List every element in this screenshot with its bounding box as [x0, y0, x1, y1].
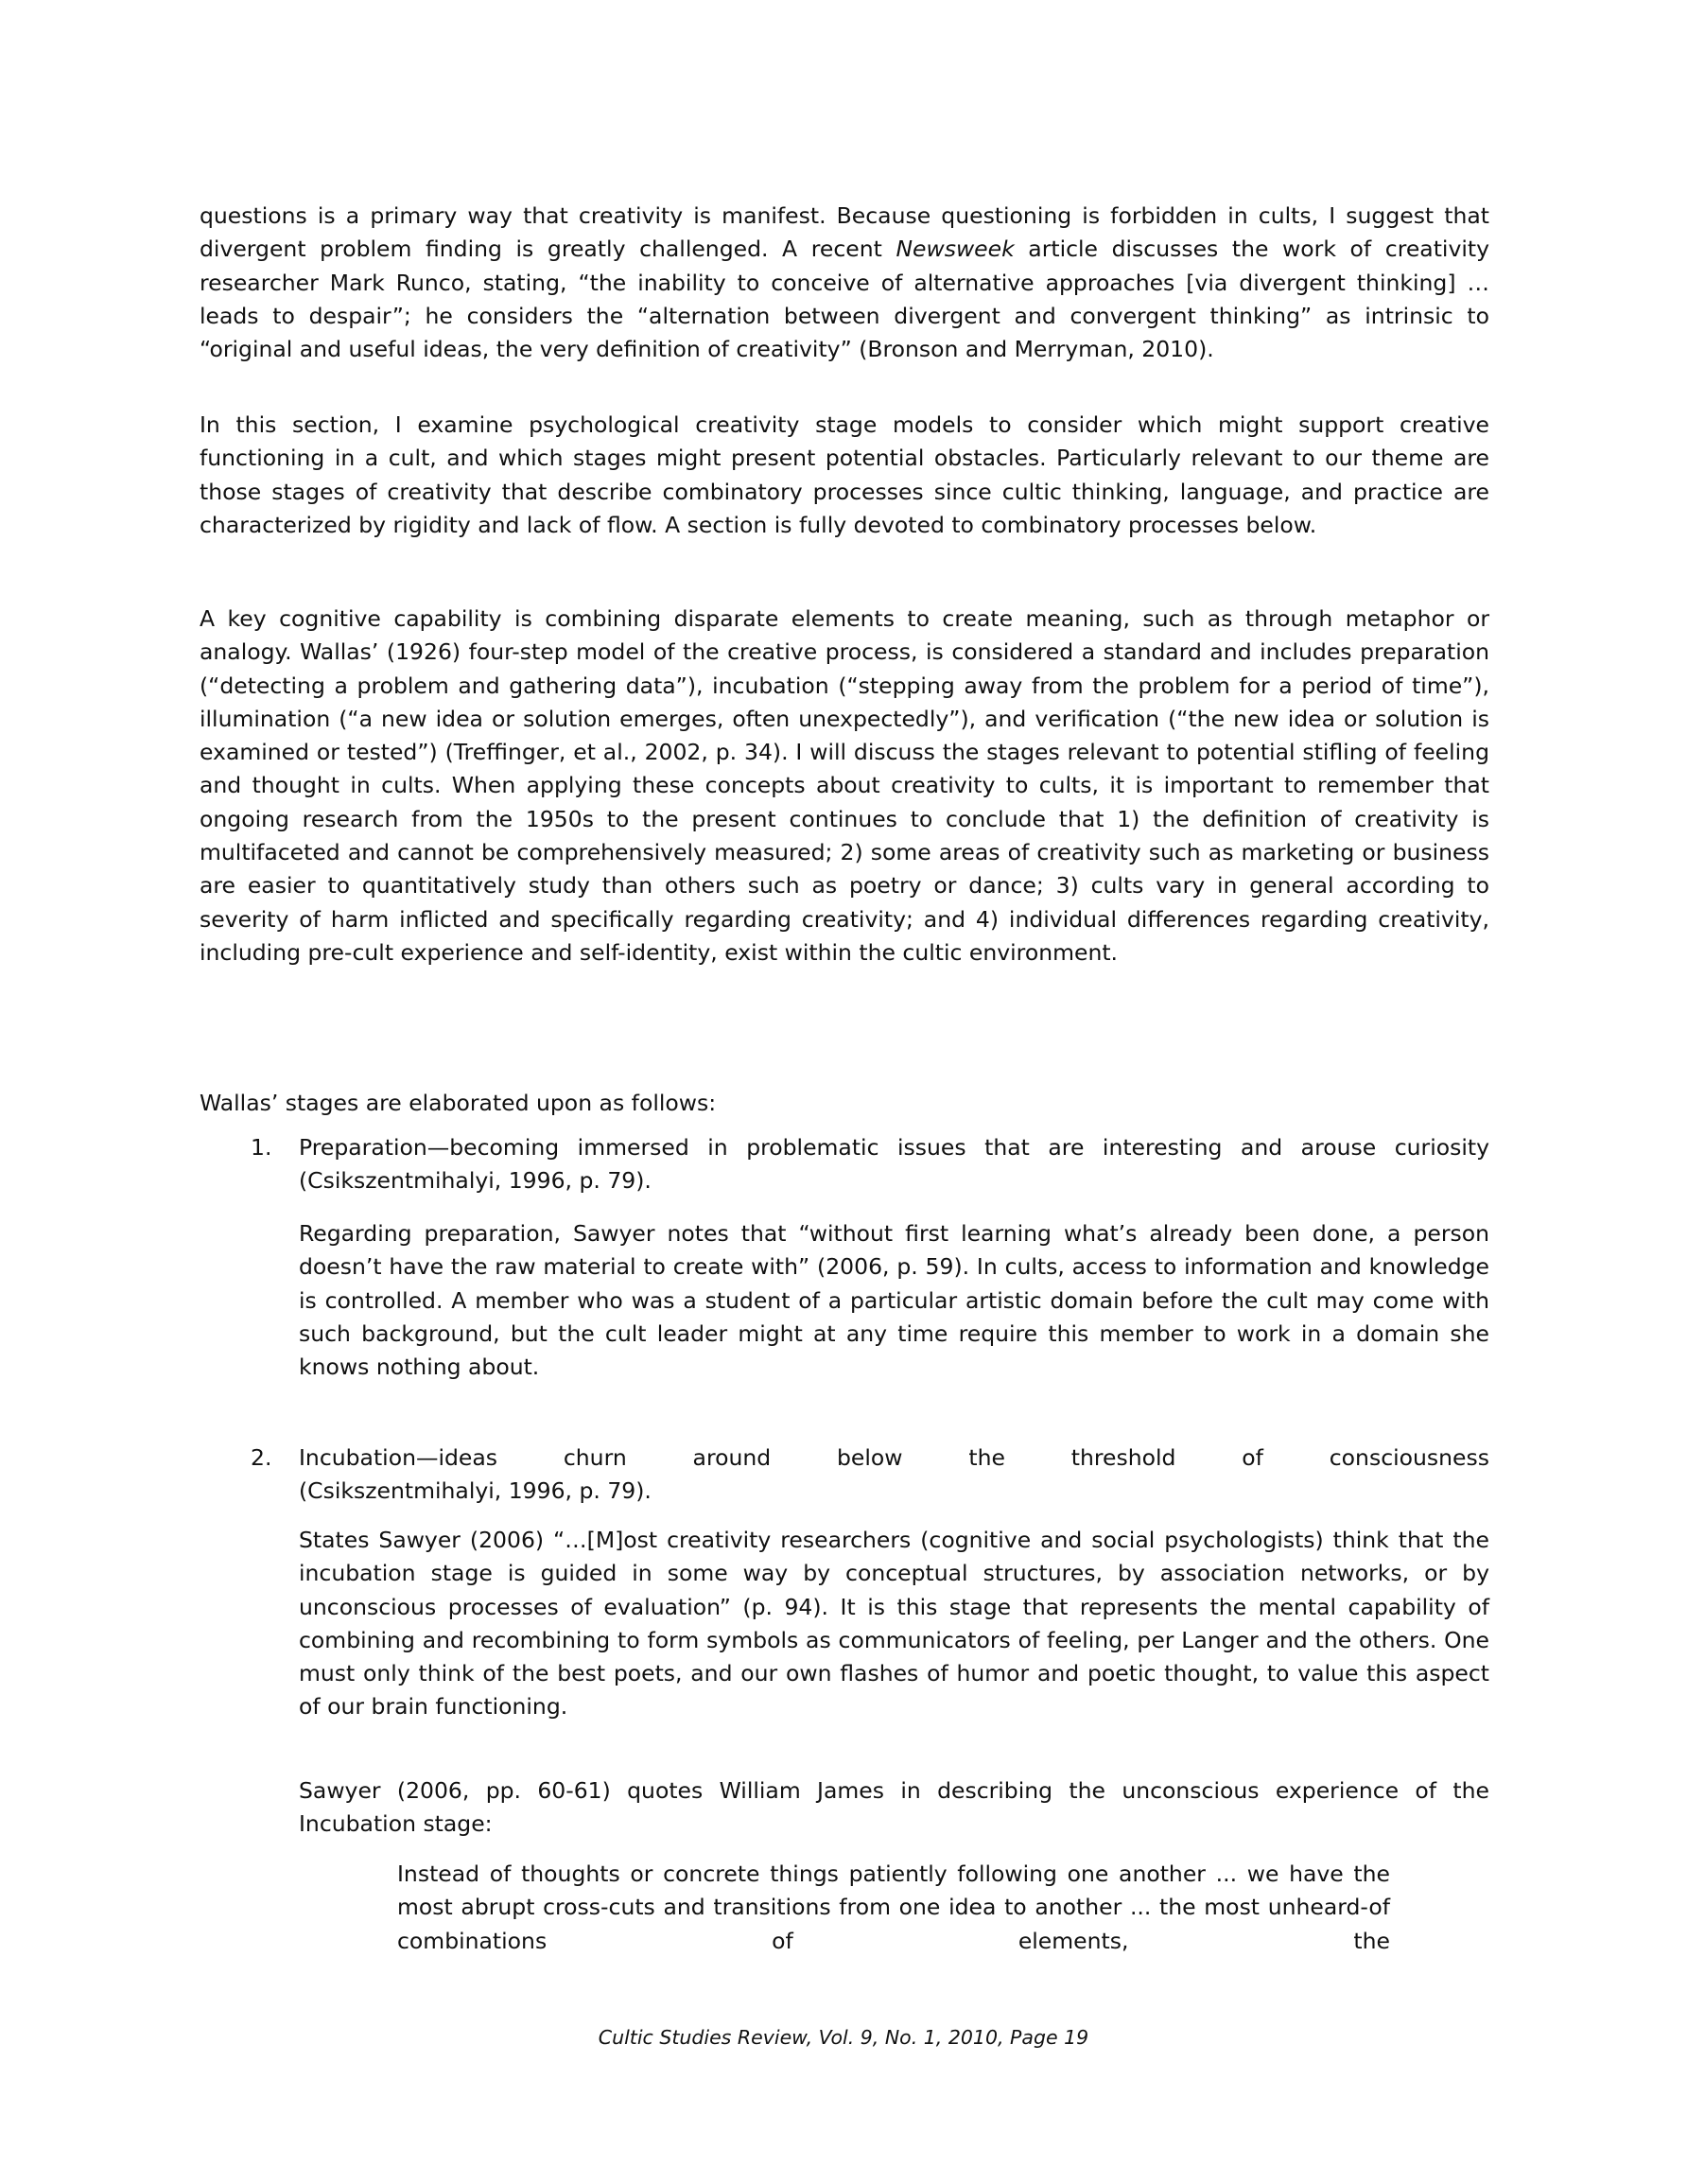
paragraph-3: A key cognitive capability is combining disparate elements to create meaning, such as through metaphor or analogy. Wallas’ (1926) four-step model of the creative process, is considered a standard and includes preparation (“detecting a problem and gathering data”), incubation (“stepping away from the problem for a period of time”), illumination (“a new idea or solution emerges, often unexpectedly”), and verification (“the new idea or solution is examined or tested”) (Treffinger, et al., 2002, p. 34). I will discuss the stages relevant to potential stifling of feeling and thought in cults. When applying these concepts about creativity to cults, it is important to remember that ongoing research from the 1950s to the present continues to conclude that 1) the definition of creativity is multifaceted and cannot be comprehensively measured; 2) some areas of creativity such as marketing or business are easier to quantitatively study than others such as poetry or dance; 3) cults vary in general according to severity of harm inflicted and specifically regarding creativity; and 4) individual differences regarding creativity, including pre-cult experience and self-identity, exist within the cultic environment.: [200, 605, 1489, 966]
stage-2-paragraph-1: States Sawyer (2006) “…[M]ost creativity researchers (cognitive and social psychologists) think that the incubation stage is guided in some way by conceptual structures, by association networks, or by unconscious processes of evaluation” (p. 94). It is this stage that represents the mental capability of combining and recombining to form symbols as communicators of feeling, per Langer and the others. One must only think of the best poets, and our own flashes of humor and poetic thought, to value this aspect of our brain functioning.: [299, 1527, 1489, 1721]
stage-1-heading: Preparation—becoming immersed in problematic issues that are interesting and arouse curiosity (Csikszentmihalyi, 1996, p. 79).: [299, 1134, 1489, 1195]
stages-intro: Wallas’ stages are elaborated upon as follows:: [200, 1090, 717, 1116]
paragraph-1-text-a: questions is a primary way that creativity is manifest. Because questioning is forbidden in cults, I suggest that divergent problem finding is greatly challenged. A recent: [200, 202, 1489, 263]
paragraph-1: [200, 200, 1489, 366]
stage-1-paragraph: Regarding preparation, Sawyer notes that “without first learning what’s already been done, a person doesn’t have the raw material to create with” (2006, p. 59). In cults, access to information and knowledge is controlled. A member who was a student of a particular artistic domain before the cult may come with such background, but the cult leader might at any time require this member to work in a domain she knows nothing about.: [299, 1220, 1489, 1381]
list-number-1: 1.: [251, 1134, 272, 1161]
newsweek-title: Newsweek: [896, 236, 1015, 263]
paragraph-2: In this section, I examine psychological creativity stage models to consider which might support creative functioning in a cult, and which stages might present potential obstacles. Particularly relevant to our theme are those stages of creativity that describe combinatory processes since cultic thinking, language, and practice are characterized by rigidity and lack of flow. A section is fully devoted to combinatory processes below.: [200, 411, 1489, 538]
stage-2-heading-line-1: Incubation—ideas churn around below the threshold of consciousness: [299, 1444, 1489, 1471]
stage-2-heading-line-2: (Csikszentmihalyi, 1996, p. 79).: [299, 1477, 652, 1504]
paragraph-1-text-b: article discusses the work of creativity researcher Mark Runco, stating, “the inability to conceive of alternative approaches [via divergent thinking] … leads to despair”; he considers the “alternation between divergent and convergent thinking” as intrinsic to “original and useful ideas, the very definition of creativity” (Bronson and Merryman, 2010).: [200, 236, 1489, 363]
list-number-2: 2.: [251, 1444, 272, 1471]
william-james-block-quote: Instead of thoughts or concrete things patiently following one another ... we have the most abrupt cross-cuts and transitions from one idea to another ... the most unheard-of combinations of elements, the: [397, 1861, 1390, 1954]
stage-2-paragraph-2: Sawyer (2006, pp. 60-61) quotes William James in describing the unconscious experience of the Incubation stage:: [299, 1777, 1489, 1838]
page-footer: Cultic Studies Review, Vol. 9, No. 1, 2010, Page 19: [598, 2026, 1089, 2049]
